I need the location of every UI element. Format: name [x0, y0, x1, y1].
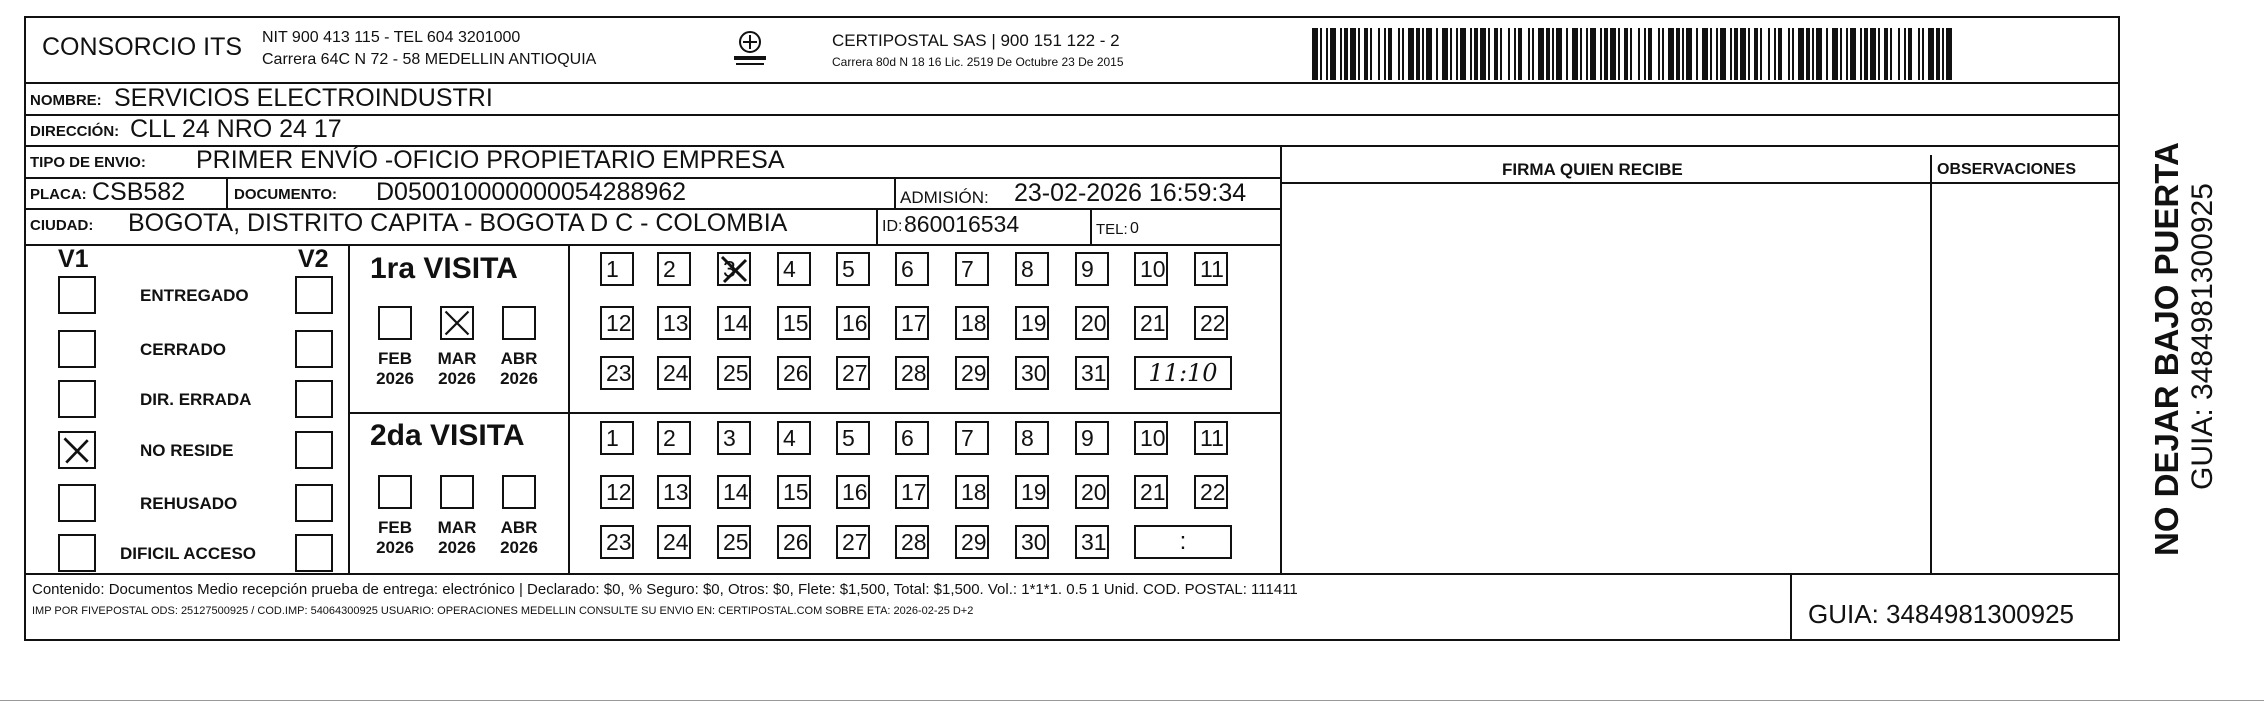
month-checkbox[interactable] [440, 306, 474, 340]
nombre-label: NOMBRE: [30, 92, 102, 109]
day-box[interactable] [1194, 421, 1228, 455]
day-number: 4 [783, 256, 796, 282]
day-number: 14 [723, 310, 749, 336]
day-number: 20 [1081, 310, 1107, 336]
day-number: 9 [1081, 256, 1094, 282]
footer-guia-border [1790, 573, 1792, 641]
id-label: ID: [882, 218, 903, 235]
footer-divider [24, 573, 2120, 575]
carrier-address: Carrera 80d N 18 16 Lic. 2519 De Octubre 23 De 2015 [832, 55, 1124, 69]
day-box[interactable] [1134, 421, 1168, 455]
id-value: 860016534 [904, 211, 1020, 237]
day-box[interactable] [657, 306, 691, 340]
day-box[interactable] [717, 306, 751, 340]
ciudad-label: CIUDAD: [30, 217, 94, 234]
day-box[interactable] [657, 421, 691, 455]
observaciones-label: OBSERVACIONES [1937, 161, 2076, 178]
day-box[interactable] [895, 356, 929, 390]
day-box[interactable] [836, 525, 870, 559]
day-box[interactable] [657, 356, 691, 390]
check-x-icon [442, 308, 472, 338]
day-box[interactable] [717, 356, 751, 390]
day-number: 28 [901, 529, 927, 555]
signature-header-divider [1280, 182, 2120, 184]
day-number: 5 [842, 425, 855, 451]
day-box[interactable] [777, 525, 811, 559]
day-number: 15 [783, 310, 809, 336]
v1-header: V1 [58, 245, 89, 273]
day-number: 10 [1140, 425, 1166, 451]
day-number: 18 [961, 479, 987, 505]
months-divider [568, 244, 570, 573]
placa-value: CSB582 [92, 178, 186, 206]
documento-label: DOCUMENTO: [234, 186, 338, 203]
day-number: 7 [961, 425, 974, 451]
v2-checkbox[interactable] [295, 431, 333, 469]
cell-divider [1090, 208, 1092, 244]
day-box[interactable] [600, 421, 634, 455]
day-number: 25 [723, 360, 749, 386]
day-box[interactable] [836, 421, 870, 455]
day-number: 1 [606, 425, 619, 451]
day-number: 4 [783, 425, 796, 451]
admision-label: ADMISIÓN: [900, 188, 989, 207]
placa-label: PLACA: [30, 186, 87, 203]
v2-checkbox[interactable] [295, 330, 333, 368]
day-box[interactable] [1075, 356, 1109, 390]
day-box[interactable] [836, 252, 870, 286]
day-number: 27 [842, 529, 868, 555]
cell-divider [894, 177, 896, 208]
day-box[interactable] [1015, 306, 1049, 340]
day-number: 21 [1140, 310, 1166, 336]
day-box[interactable] [1075, 475, 1109, 509]
day-box[interactable] [1015, 475, 1049, 509]
day-number: 30 [1021, 529, 1047, 555]
day-box[interactable] [1134, 306, 1168, 340]
check-x-icon [60, 433, 94, 467]
visit-divider [348, 412, 1280, 414]
day-number: 11 [1200, 425, 1224, 451]
month-name: ABR [500, 518, 538, 537]
day-box[interactable] [717, 475, 751, 509]
day-number: 24 [663, 529, 689, 555]
day-number: 3 [723, 256, 736, 282]
admision-value: 23-02-2026 16:59:34 [1014, 179, 1247, 207]
status-label: REHUSADO [140, 494, 238, 513]
day-box[interactable] [1134, 475, 1168, 509]
day-number: 17 [901, 310, 927, 336]
month-year: 2026 [376, 538, 414, 557]
tipo-label: TIPO DE ENVIO: [30, 154, 146, 171]
day-number: 31 [1081, 529, 1107, 555]
day-number: 22 [1200, 310, 1226, 336]
day-box[interactable] [955, 525, 989, 559]
day-number: 3 [723, 425, 736, 451]
v2-checkbox[interactable] [295, 484, 333, 522]
day-box[interactable] [836, 475, 870, 509]
day-number: 2 [663, 256, 676, 282]
day-number: 20 [1081, 479, 1107, 505]
month-year: 2026 [500, 538, 538, 557]
day-number: 8 [1021, 425, 1034, 451]
cell-divider [226, 177, 228, 208]
day-box[interactable] [836, 306, 870, 340]
day-number: 2 [663, 425, 676, 451]
day-box[interactable] [895, 525, 929, 559]
barcode [1312, 28, 1952, 80]
status-label: DIR. ERRADA [140, 390, 252, 409]
visit1-title: 1ra VISITA [370, 252, 518, 285]
day-box[interactable] [1015, 421, 1049, 455]
cell-divider [876, 208, 878, 244]
month-checkbox[interactable] [440, 475, 474, 509]
v1-checkbox[interactable] [58, 380, 96, 418]
day-number: 5 [842, 256, 855, 282]
visit2-title: 2da VISITA [370, 419, 525, 452]
day-box[interactable] [1015, 525, 1049, 559]
company-name: CONSORCIO ITS [42, 33, 243, 61]
v1-checkbox[interactable] [58, 276, 96, 314]
time-field[interactable] [1134, 356, 1232, 390]
day-number: 18 [961, 310, 987, 336]
status-label: CERRADO [140, 340, 226, 359]
tel-label: TEL: [1096, 221, 1128, 238]
company-nit: NIT 900 413 115 - TEL 604 3201000 [262, 29, 521, 46]
footer-print-info: IMP POR FIVEPOSTAL ODS: 25127500925 / COD.IMP: 54064300925 USUARIO: OPERACIONES MEDELLIN CONSULTE SU ENVIO EN: CERTIPOSTAL.COM SOBRE ETA: 2026-02-25 D+2 [32, 605, 974, 617]
day-box[interactable] [955, 252, 989, 286]
day-number: 11 [1200, 256, 1224, 282]
month-year: 2026 [438, 369, 476, 388]
company-address: Carrera 64C N 72 - 58 MEDELLIN ANTIOQUIA [262, 51, 597, 68]
day-number: 13 [663, 479, 689, 505]
v2-header: V2 [298, 245, 329, 273]
day-number: 1 [606, 256, 619, 282]
day-number: 23 [606, 360, 632, 386]
v1-checkbox[interactable] [58, 330, 96, 368]
day-box[interactable] [600, 525, 634, 559]
day-box[interactable] [836, 356, 870, 390]
day-box[interactable] [717, 421, 751, 455]
day-box[interactable] [1075, 306, 1109, 340]
day-box[interactable] [777, 475, 811, 509]
day-box[interactable] [895, 306, 929, 340]
day-box[interactable] [777, 306, 811, 340]
day-box[interactable] [955, 421, 989, 455]
day-box[interactable] [1134, 252, 1168, 286]
firma-label: FIRMA QUIEN RECIBE [1502, 160, 1683, 179]
day-number: 12 [606, 310, 632, 336]
day-box[interactable] [895, 421, 929, 455]
day-number: 30 [1021, 360, 1047, 386]
day-box[interactable] [600, 306, 634, 340]
day-number: 26 [783, 360, 809, 386]
day-number: 27 [842, 360, 868, 386]
day-number: 29 [961, 529, 987, 555]
row-divider [24, 244, 1280, 246]
day-number: 12 [606, 479, 632, 505]
status-label: NO RESIDE [140, 441, 234, 460]
day-number: 19 [1021, 310, 1047, 336]
day-box[interactable] [1194, 252, 1228, 286]
direccion-label: DIRECCIÓN: [30, 123, 120, 140]
day-box[interactable] [657, 525, 691, 559]
carrier-name: CERTIPOSTAL SAS | 900 151 122 - 2 [832, 31, 1120, 50]
day-number: 6 [901, 425, 914, 451]
nombre-value: SERVICIOS ELECTROINDUSTRI [114, 84, 493, 112]
time-value: 11:10 [1148, 359, 1218, 387]
month-name: FEB [378, 518, 412, 537]
day-box[interactable] [1194, 306, 1228, 340]
day-box[interactable] [717, 252, 751, 286]
day-box[interactable] [955, 356, 989, 390]
day-number: 23 [606, 529, 632, 555]
day-box[interactable] [955, 306, 989, 340]
month-name: ABR [500, 349, 538, 368]
day-box[interactable] [1075, 525, 1109, 559]
documento-value: D050010000000054288962 [376, 178, 687, 206]
month-checkbox[interactable] [502, 306, 536, 340]
v1-checkbox[interactable] [58, 484, 96, 522]
day-box[interactable] [895, 475, 929, 509]
day-number: 8 [1021, 256, 1034, 282]
time-field[interactable] [1134, 525, 1232, 559]
day-box[interactable] [600, 356, 634, 390]
month-year: 2026 [500, 369, 538, 388]
check-x-icon [719, 254, 749, 284]
observaciones-left-border [1930, 155, 1932, 573]
v2-checkbox[interactable] [295, 380, 333, 418]
month-checkbox[interactable] [378, 306, 412, 340]
v1-checkbox[interactable] [58, 534, 96, 572]
day-number: 25 [723, 529, 749, 555]
day-number: 28 [901, 360, 927, 386]
day-number: 29 [961, 360, 987, 386]
footer-contents: Contenido: Documentos Medio recepción prueba de entrega: electrónico | Declarado: $0, % Seguro: $0, Otros: $0, Flete: $1,500, Total: $1,500. Vol.: 1*1*1. 0.5 1 Unid. COD. POSTAL: 111411 [32, 581, 1298, 598]
day-box[interactable] [657, 252, 691, 286]
day-box[interactable] [777, 356, 811, 390]
day-number: 24 [663, 360, 689, 386]
day-box[interactable] [895, 252, 929, 286]
day-number: 9 [1081, 425, 1094, 451]
certipostal-logo-icon [728, 28, 772, 72]
day-number: 10 [1140, 256, 1166, 282]
day-box[interactable] [1075, 421, 1109, 455]
day-number: 31 [1081, 360, 1107, 386]
month-name: FEB [378, 349, 412, 368]
day-number: 26 [783, 529, 809, 555]
day-box[interactable] [1194, 475, 1228, 509]
day-number: 13 [663, 310, 689, 336]
day-box[interactable] [1075, 252, 1109, 286]
tel-value: 0 [1130, 220, 1139, 237]
day-box[interactable] [955, 475, 989, 509]
day-box[interactable] [1015, 252, 1049, 286]
day-box[interactable] [600, 252, 634, 286]
direccion-value: CLL 24 NRO 24 17 [130, 115, 342, 143]
v1-checkbox[interactable] [58, 431, 96, 469]
side-guia: GUIA: 3484981300925 [2186, 183, 2219, 490]
page-edge [0, 700, 2264, 701]
status-label: ENTREGADO [140, 286, 249, 305]
day-number: 14 [723, 479, 749, 505]
month-name: MAR [437, 518, 477, 537]
day-number: 6 [901, 256, 914, 282]
day-box[interactable] [1015, 356, 1049, 390]
month-year: 2026 [376, 369, 414, 388]
tipo-value: PRIMER ENVÍO -OFICIO PROPIETARIO EMPRESA [196, 146, 785, 174]
day-number: 7 [961, 256, 974, 282]
day-box[interactable] [657, 475, 691, 509]
v2-checkbox[interactable] [295, 534, 333, 572]
day-number: 17 [901, 479, 927, 505]
day-box[interactable] [717, 525, 751, 559]
day-box[interactable] [600, 475, 634, 509]
day-box[interactable] [777, 421, 811, 455]
day-box[interactable] [777, 252, 811, 286]
v2-checkbox[interactable] [295, 276, 333, 314]
time-value: : [1179, 528, 1187, 555]
signature-left-border [1280, 145, 1282, 573]
day-number: 22 [1200, 479, 1226, 505]
day-number: 21 [1140, 479, 1166, 505]
month-year: 2026 [438, 538, 476, 557]
month-checkbox[interactable] [378, 475, 412, 509]
side-warning: NO DEJAR BAJO PUERTA [2148, 142, 2185, 556]
ciudad-value: BOGOTA, DISTRITO CAPITA - BOGOTA D C - COLOMBIA [128, 209, 788, 237]
day-number: 15 [783, 479, 809, 505]
day-number: 19 [1021, 479, 1047, 505]
status-label: DIFICIL ACCESO [120, 544, 257, 563]
day-number: 16 [842, 310, 868, 336]
day-number: 16 [842, 479, 868, 505]
month-name: MAR [437, 349, 477, 368]
footer-guia: GUIA: 3484981300925 [1808, 599, 2074, 629]
month-checkbox[interactable] [502, 475, 536, 509]
status-divider [348, 244, 350, 573]
